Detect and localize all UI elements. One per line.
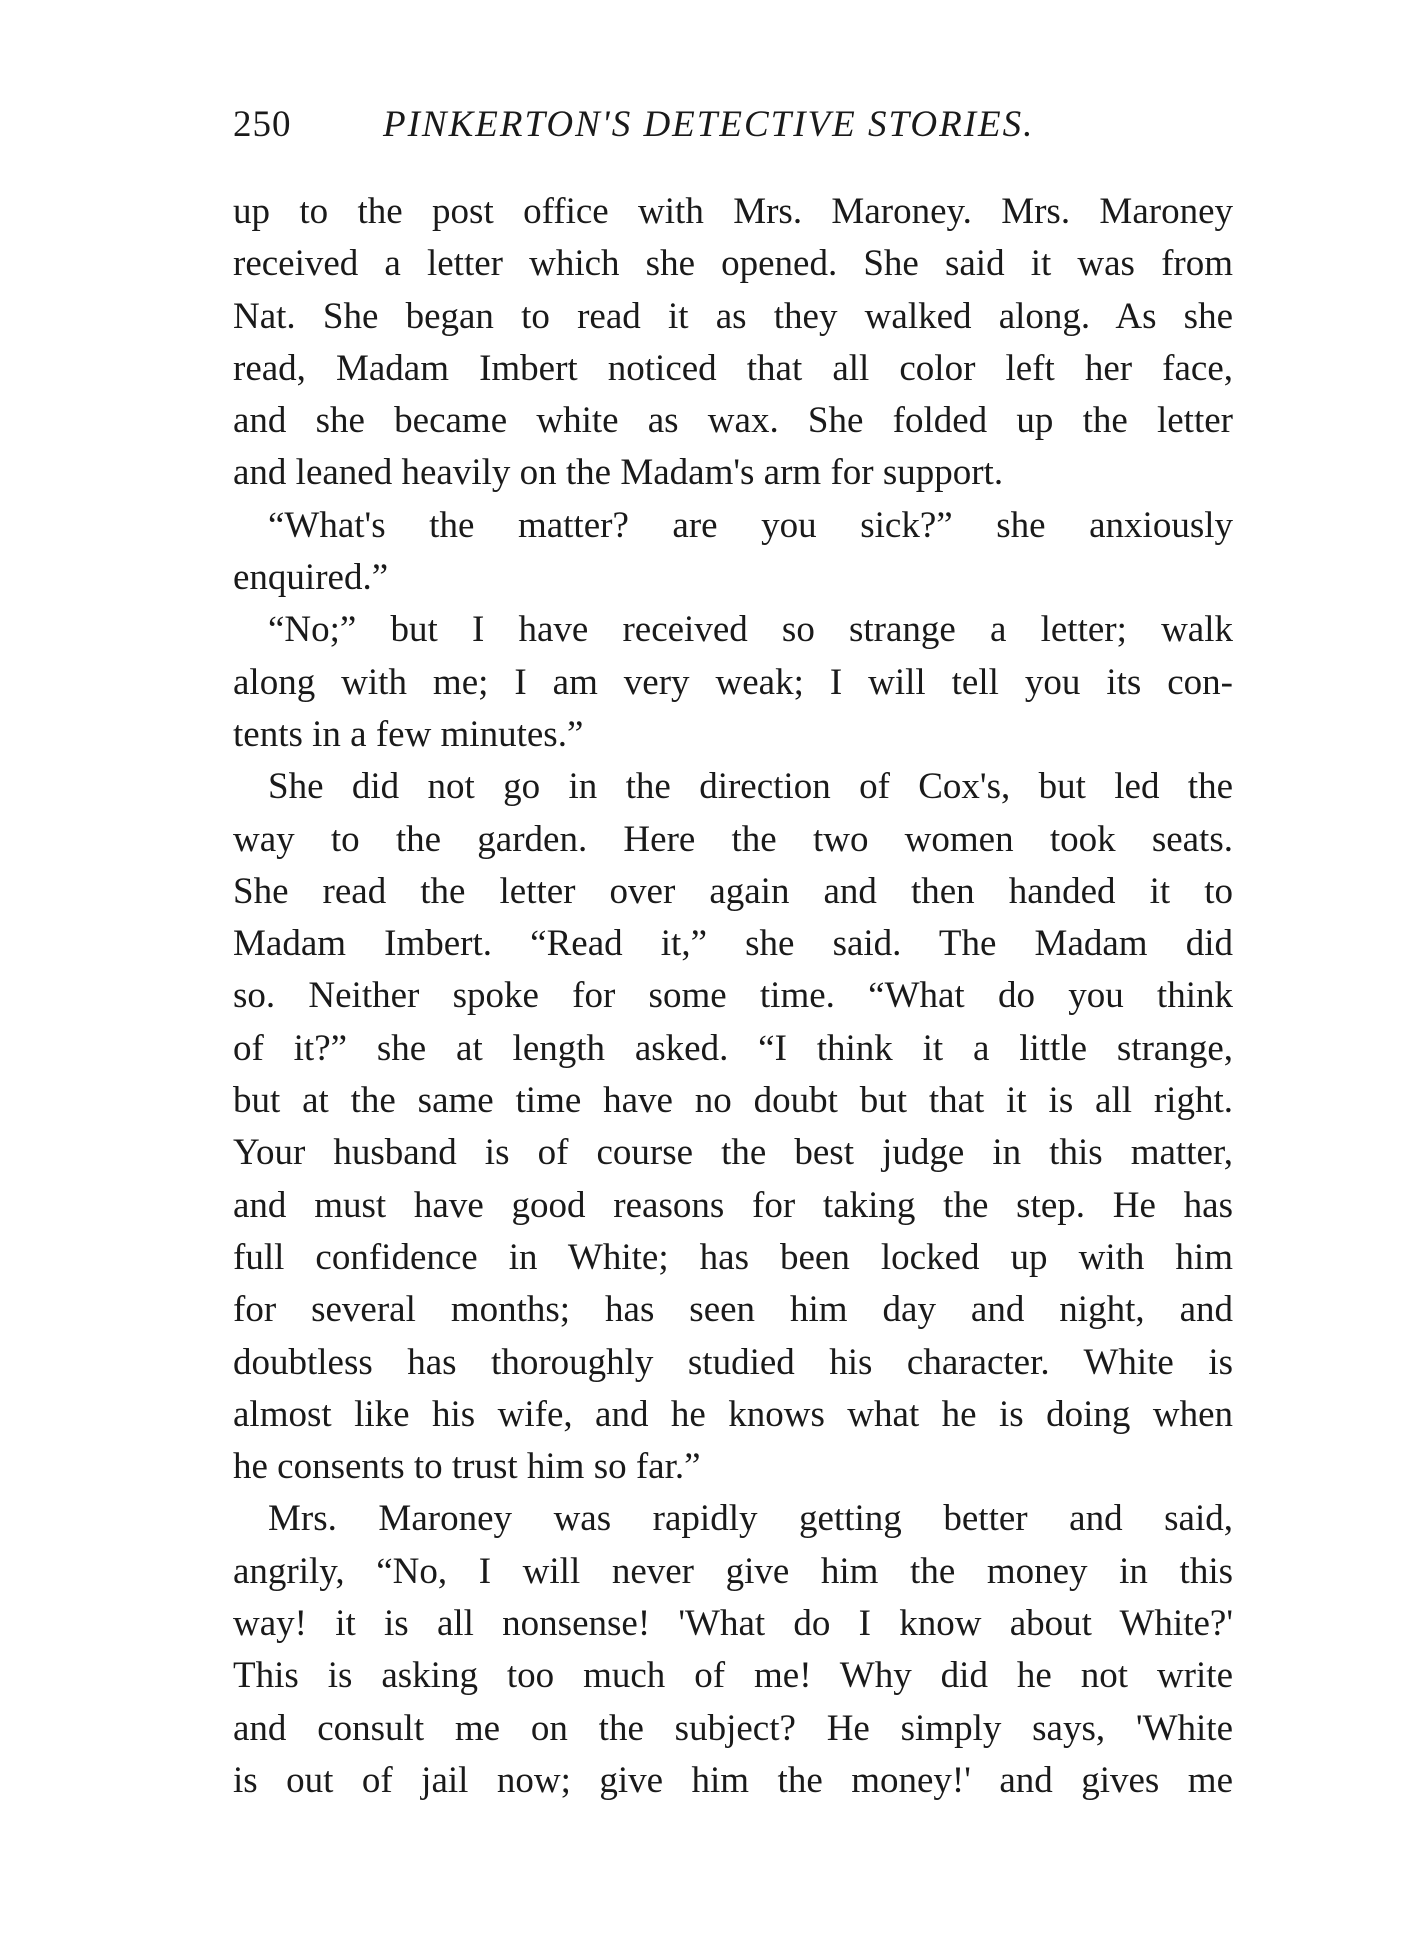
text-line: She read the letter over again and then handed it to — [233, 870, 1233, 912]
text-line: angrily, “No, I will never give him the money in this — [233, 1550, 1233, 1592]
page-number: 250 — [233, 104, 292, 145]
text-line: “What's the matter? are you sick?” she anxiously — [268, 504, 1233, 546]
text-line: way! it is all nonsense! 'What do I know about White?' — [233, 1603, 1233, 1645]
text-line: full confidence in White; has been locked up with him — [233, 1236, 1233, 1278]
text-line: This is asking too much of me! Why did he not write — [233, 1655, 1233, 1697]
text-line: along with me; I am very weak; I will tell you its con- — [233, 661, 1233, 703]
text-line: tents in a few minutes.” — [233, 713, 584, 755]
text-line: Your husband is of course the best judge in this matter, — [233, 1132, 1233, 1174]
text-line: She did not go in the direction of Cox's, but led the — [268, 766, 1233, 808]
text-line: and consult me on the subject? He simply says, 'White — [233, 1707, 1233, 1749]
text-line: he consents to trust him so far.” — [233, 1446, 701, 1488]
text-line: of it?” she at length asked. “I think it a little strange, — [233, 1027, 1233, 1069]
text-line: so. Neither spoke for some time. “What do you think — [233, 975, 1233, 1017]
text-line: almost like his wife, and he knows what he is doing when — [233, 1393, 1233, 1435]
text-line: for several months; has seen him day and night, and — [233, 1289, 1233, 1331]
text-line: up to the post office with Mrs. Maroney. Mrs. Maroney — [233, 191, 1233, 232]
text-line: Nat. She began to read it as they walked along. As she — [233, 295, 1233, 337]
text-line: Mrs. Maroney was rapidly getting better and said, — [268, 1498, 1233, 1540]
running-title: PINKERTON'S DETECTIVE STORIES. — [383, 104, 1035, 145]
text-line: Madam Imbert. “Read it,” she said. The Madam did — [233, 923, 1233, 965]
text-line: and must have good reasons for taking the step. He has — [233, 1184, 1233, 1226]
text-line: is out of jail now; give him the money!' and gives me — [233, 1759, 1233, 1801]
text-line: enquired.” — [233, 557, 389, 599]
text-line: doubtless has thoroughly studied his character. White is — [233, 1341, 1233, 1383]
page-header — [233, 100, 1233, 150]
body-text — [233, 186, 1233, 1807]
text-line: and she became white as wax. She folded up the letter — [233, 400, 1233, 442]
text-line: “No;” but I have received so strange a letter; walk — [268, 609, 1233, 651]
text-line: received a letter which she opened. She said it was from — [233, 243, 1233, 285]
text-line: way to the garden. Here the two women took seats. — [233, 818, 1233, 860]
text-line: read, Madam Imbert noticed that all color left her face, — [233, 347, 1233, 389]
text-line: but at the same time have no doubt but that it is all right. — [233, 1080, 1233, 1122]
text-line: and leaned heavily on the Madam's arm for support. — [233, 452, 1004, 494]
